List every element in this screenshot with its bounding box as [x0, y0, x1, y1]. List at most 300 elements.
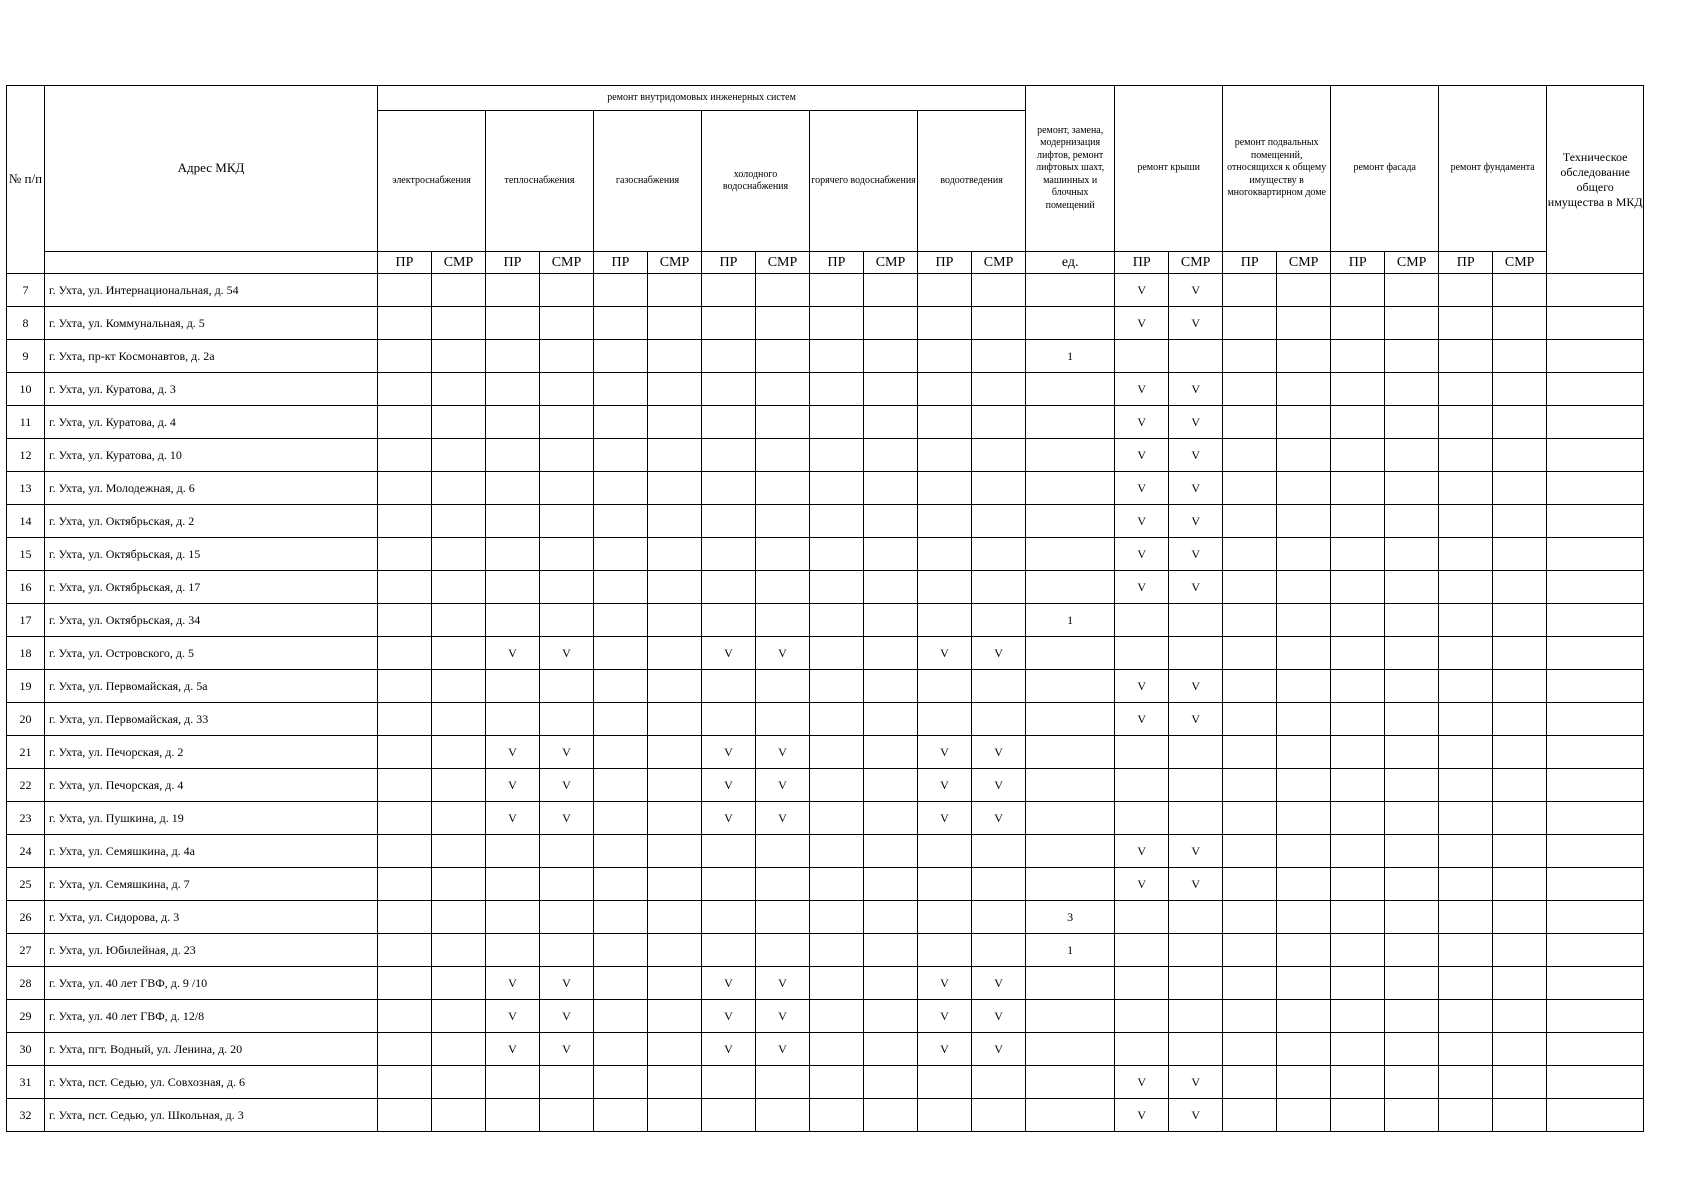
hot-water-smr-cell — [864, 406, 918, 439]
address-cell: г. Ухта, ул. Октябрьская, д. 2 — [45, 505, 378, 538]
smr-label: СМР — [972, 252, 1026, 274]
table-row — [7, 769, 1644, 802]
facade-pr-cell — [1331, 967, 1385, 1000]
gas-pr-cell — [594, 1000, 648, 1033]
basement-pr-cell — [1223, 604, 1277, 637]
basement-smr-cell — [1277, 472, 1331, 505]
roof-pr-cell — [1115, 967, 1169, 1000]
gas-smr-cell — [648, 505, 702, 538]
address-cell: г. Ухта, пст. Седью, ул. Совхозная, д. 6 — [45, 1066, 378, 1099]
address-header: Адрес МКД — [45, 86, 378, 252]
heating-smr-cell — [540, 670, 594, 703]
electricity-pr-cell — [378, 802, 432, 835]
hot-water-smr-cell — [864, 340, 918, 373]
basement-smr-cell — [1277, 406, 1331, 439]
heating-smr-cell — [540, 538, 594, 571]
row-number: 30 — [7, 1033, 45, 1066]
cold-water-smr-cell — [756, 835, 810, 868]
facade-smr-cell — [1385, 373, 1439, 406]
gas-smr-cell — [648, 439, 702, 472]
cold-water-pr-cell: V — [702, 802, 756, 835]
roof-smr-cell: V — [1169, 1066, 1223, 1099]
foundation-smr-cell — [1493, 340, 1547, 373]
gas-smr-cell — [648, 637, 702, 670]
gas-smr-cell — [648, 967, 702, 1000]
heating-pr-cell — [486, 1066, 540, 1099]
basement-smr-cell — [1277, 967, 1331, 1000]
technical-inspection-cell — [1547, 505, 1644, 538]
technical-inspection-cell — [1547, 1099, 1644, 1132]
table-row — [7, 670, 1644, 703]
electricity-smr-cell — [432, 802, 486, 835]
facade-smr-cell — [1385, 868, 1439, 901]
row-number: 14 — [7, 505, 45, 538]
roof-pr-cell — [1115, 637, 1169, 670]
heating-smr-cell — [540, 472, 594, 505]
heating-pr-cell — [486, 868, 540, 901]
heating-pr-cell — [486, 835, 540, 868]
heating-smr-cell: V — [540, 736, 594, 769]
row-number: 16 — [7, 571, 45, 604]
foundation-pr-cell — [1439, 1000, 1493, 1033]
gas-smr-cell — [648, 472, 702, 505]
roof-pr-cell: V — [1115, 1099, 1169, 1132]
technical-inspection-cell — [1547, 1066, 1644, 1099]
heating-pr-cell — [486, 472, 540, 505]
basement-pr-cell — [1223, 769, 1277, 802]
hot-water-pr-cell — [810, 802, 864, 835]
row-number: 24 — [7, 835, 45, 868]
address-cell: г. Ухта, ул. Юбилейная, д. 23 — [45, 934, 378, 967]
heating-smr-cell: V — [540, 769, 594, 802]
table-row — [7, 307, 1644, 340]
drainage-smr-cell: V — [972, 967, 1026, 1000]
row-number: 17 — [7, 604, 45, 637]
heating-pr-cell — [486, 439, 540, 472]
drainage-pr-cell — [918, 472, 972, 505]
basement-smr-cell — [1277, 571, 1331, 604]
foundation-smr-cell — [1493, 769, 1547, 802]
foundation-smr-cell — [1493, 472, 1547, 505]
table-row — [7, 505, 1644, 538]
hot-water-pr-cell — [810, 307, 864, 340]
hot-water-smr-cell — [864, 472, 918, 505]
technical-inspection-cell — [1547, 769, 1644, 802]
drainage-smr-cell: V — [972, 802, 1026, 835]
hot-water-smr-cell — [864, 538, 918, 571]
heating-smr-cell — [540, 868, 594, 901]
heating-smr-cell: V — [540, 967, 594, 1000]
foundation-pr-cell — [1439, 802, 1493, 835]
smr-label: СМР — [1493, 252, 1547, 274]
basement-smr-cell — [1277, 340, 1331, 373]
heating-smr-cell — [540, 1099, 594, 1132]
basement-pr-cell — [1223, 802, 1277, 835]
drainage-smr-cell — [972, 472, 1026, 505]
roof-pr-cell: V — [1115, 835, 1169, 868]
gas-smr-cell — [648, 1000, 702, 1033]
basement-pr-cell — [1223, 472, 1277, 505]
lift-units-cell — [1026, 1099, 1115, 1132]
electricity-smr-cell — [432, 373, 486, 406]
pr-label: ПР — [702, 252, 756, 274]
basement-smr-cell — [1277, 1099, 1331, 1132]
row-number: 27 — [7, 934, 45, 967]
foundation-smr-cell — [1493, 307, 1547, 340]
facade-smr-cell — [1385, 406, 1439, 439]
gas-pr-cell — [594, 472, 648, 505]
hot-water-smr-cell — [864, 274, 918, 307]
roof-smr-cell: V — [1169, 538, 1223, 571]
address-cell: г. Ухта, ул. Первомайская, д. 33 — [45, 703, 378, 736]
foundation-smr-cell — [1493, 373, 1547, 406]
gas-smr-cell — [648, 835, 702, 868]
drainage-smr-cell: V — [972, 1033, 1026, 1066]
drainage-smr-cell — [972, 901, 1026, 934]
foundation-pr-cell — [1439, 934, 1493, 967]
cold-water-pr-cell — [702, 934, 756, 967]
heating-smr-cell — [540, 439, 594, 472]
facade-smr-cell — [1385, 439, 1439, 472]
gas-pr-cell — [594, 505, 648, 538]
electricity-smr-cell — [432, 967, 486, 1000]
facade-smr-cell — [1385, 1099, 1439, 1132]
facade-smr-cell — [1385, 1033, 1439, 1066]
cold-water-pr-cell — [702, 373, 756, 406]
heating-pr-cell — [486, 406, 540, 439]
gas-smr-cell — [648, 538, 702, 571]
facade-pr-cell — [1331, 934, 1385, 967]
table-row — [7, 472, 1644, 505]
cold-water-smr-cell — [756, 868, 810, 901]
drainage-pr-cell — [918, 934, 972, 967]
drainage-smr-cell — [972, 703, 1026, 736]
electricity-smr-cell — [432, 505, 486, 538]
electricity-pr-cell — [378, 736, 432, 769]
hot-water-smr-cell — [864, 1033, 918, 1066]
drainage-smr-cell — [972, 340, 1026, 373]
address-cell: г. Ухта, ул. Коммунальная, д. 5 — [45, 307, 378, 340]
table-row — [7, 1066, 1644, 1099]
cold-water-smr-cell — [756, 538, 810, 571]
electricity-smr-cell — [432, 472, 486, 505]
drainage-pr-cell — [918, 901, 972, 934]
address-cell: г. Ухта, ул. 40 лет ГВФ, д. 12/8 — [45, 1000, 378, 1033]
address-cell: г. Ухта, ул. Островского, д. 5 — [45, 637, 378, 670]
cold-water-smr-cell: V — [756, 769, 810, 802]
facade-smr-cell — [1385, 934, 1439, 967]
table-row — [7, 901, 1644, 934]
gas-pr-cell — [594, 802, 648, 835]
hot-water-smr-cell — [864, 571, 918, 604]
basement-smr-cell — [1277, 604, 1331, 637]
electricity-pr-cell — [378, 472, 432, 505]
technical-inspection-cell — [1547, 901, 1644, 934]
foundation-smr-cell — [1493, 439, 1547, 472]
electricity-pr-cell — [378, 967, 432, 1000]
heating-pr-cell: V — [486, 769, 540, 802]
unit-label: ед. — [1026, 252, 1115, 274]
cold-water-pr-cell — [702, 1066, 756, 1099]
facade-smr-cell — [1385, 571, 1439, 604]
drainage-pr-cell — [918, 406, 972, 439]
technical-inspection-cell — [1547, 538, 1644, 571]
technical-inspection-cell — [1547, 439, 1644, 472]
row-number: 22 — [7, 769, 45, 802]
foundation-smr-cell — [1493, 802, 1547, 835]
gas-smr-cell — [648, 1033, 702, 1066]
drainage-smr-cell — [972, 274, 1026, 307]
address-cell: г. Ухта, пгт. Водный, ул. Ленина, д. 20 — [45, 1033, 378, 1066]
electricity-smr-cell — [432, 439, 486, 472]
table-row — [7, 1099, 1644, 1132]
lift-units-cell — [1026, 1000, 1115, 1033]
lift-units-cell — [1026, 505, 1115, 538]
electricity-pr-cell — [378, 901, 432, 934]
table-row — [7, 967, 1644, 1000]
basement-pr-cell — [1223, 406, 1277, 439]
foundation-smr-cell — [1493, 868, 1547, 901]
hot-water-smr-cell — [864, 670, 918, 703]
electricity-pr-cell — [378, 538, 432, 571]
basement-pr-cell — [1223, 538, 1277, 571]
drainage-smr-cell — [972, 670, 1026, 703]
gas-pr-cell — [594, 340, 648, 373]
electricity-smr-cell — [432, 406, 486, 439]
gas-pr-cell — [594, 604, 648, 637]
roof-smr-cell: V — [1169, 1099, 1223, 1132]
row-number: 28 — [7, 967, 45, 1000]
electricity-smr-cell — [432, 1033, 486, 1066]
technical-inspection-cell — [1547, 472, 1644, 505]
drainage-pr-cell — [918, 604, 972, 637]
cold-water-smr-cell — [756, 472, 810, 505]
gas-pr-cell — [594, 835, 648, 868]
facade-pr-cell — [1331, 901, 1385, 934]
basement-smr-cell — [1277, 373, 1331, 406]
heating-smr-cell — [540, 307, 594, 340]
facade-smr-cell — [1385, 307, 1439, 340]
smr-label: СМР — [756, 252, 810, 274]
electricity-pr-cell — [378, 703, 432, 736]
address-cell: г. Ухта, ул. Печорская, д. 2 — [45, 736, 378, 769]
pr-label: ПР — [1223, 252, 1277, 274]
heating-pr-cell — [486, 901, 540, 934]
cold-water-smr-cell — [756, 505, 810, 538]
drainage-smr-cell — [972, 1099, 1026, 1132]
facade-smr-cell — [1385, 538, 1439, 571]
roof-pr-cell: V — [1115, 274, 1169, 307]
drainage-smr-cell: V — [972, 1000, 1026, 1033]
cold-water-pr-cell: V — [702, 1000, 756, 1033]
basement-smr-cell — [1277, 736, 1331, 769]
foundation-pr-cell — [1439, 901, 1493, 934]
basement-pr-cell — [1223, 1000, 1277, 1033]
hot-water-pr-cell — [810, 934, 864, 967]
foundation-smr-cell — [1493, 274, 1547, 307]
hot-water-pr-cell — [810, 868, 864, 901]
row-number: 11 — [7, 406, 45, 439]
foundation-pr-cell — [1439, 307, 1493, 340]
roof-pr-cell — [1115, 736, 1169, 769]
electricity-smr-cell — [432, 340, 486, 373]
roof-smr-cell — [1169, 1000, 1223, 1033]
roof-pr-cell: V — [1115, 538, 1169, 571]
basement-smr-cell — [1277, 637, 1331, 670]
heating-pr-cell — [486, 703, 540, 736]
hot-water-pr-cell — [810, 835, 864, 868]
heating-smr-cell: V — [540, 1000, 594, 1033]
roof-smr-cell — [1169, 802, 1223, 835]
table-row — [7, 373, 1644, 406]
hot-water-pr-cell — [810, 637, 864, 670]
lift-units-cell — [1026, 868, 1115, 901]
row-number: 9 — [7, 340, 45, 373]
lift-units-cell — [1026, 571, 1115, 604]
facade-pr-cell — [1331, 1000, 1385, 1033]
foundation-smr-cell — [1493, 1099, 1547, 1132]
drainage-pr-cell: V — [918, 967, 972, 1000]
foundation-pr-cell — [1439, 472, 1493, 505]
table-row — [7, 934, 1644, 967]
roof-smr-cell — [1169, 901, 1223, 934]
drainage-smr-cell: V — [972, 637, 1026, 670]
hot-water-pr-cell — [810, 274, 864, 307]
drainage-pr-cell: V — [918, 637, 972, 670]
basement-pr-cell — [1223, 373, 1277, 406]
heating-pr-cell: V — [486, 1033, 540, 1066]
basement-smr-cell — [1277, 1066, 1331, 1099]
table-row — [7, 802, 1644, 835]
table-row — [7, 439, 1644, 472]
lift-units-cell — [1026, 1033, 1115, 1066]
roof-pr-cell — [1115, 769, 1169, 802]
hot-water-smr-cell — [864, 703, 918, 736]
gas-pr-cell — [594, 901, 648, 934]
row-number: 8 — [7, 307, 45, 340]
roof-smr-cell — [1169, 769, 1223, 802]
roof-smr-cell: V — [1169, 670, 1223, 703]
basement-smr-cell — [1277, 868, 1331, 901]
hot-water-pr-cell — [810, 472, 864, 505]
hot-water-smr-cell — [864, 439, 918, 472]
lift-units-cell — [1026, 769, 1115, 802]
lift-units-cell: 1 — [1026, 340, 1115, 373]
drainage-pr-cell — [918, 1066, 972, 1099]
roof-repair-header: ремонт крыши — [1115, 86, 1223, 252]
roof-smr-cell: V — [1169, 406, 1223, 439]
technical-inspection-header: Техническое обследование общего имущества в МКД — [1547, 86, 1644, 274]
basement-smr-cell — [1277, 505, 1331, 538]
gas-smr-cell — [648, 703, 702, 736]
lift-units-cell — [1026, 373, 1115, 406]
hot-water-smr-cell — [864, 934, 918, 967]
electricity-pr-cell — [378, 868, 432, 901]
heating-pr-cell: V — [486, 802, 540, 835]
heating-pr-cell: V — [486, 1000, 540, 1033]
table-row — [7, 1033, 1644, 1066]
hot-water-pr-cell — [810, 439, 864, 472]
foundation-smr-cell — [1493, 934, 1547, 967]
foundation-pr-cell — [1439, 769, 1493, 802]
basement-repair-header: ремонт подвальных помещений, относящихся к общему имуществу в многоквартирном доме — [1223, 86, 1331, 252]
foundation-smr-cell — [1493, 736, 1547, 769]
table-row — [7, 835, 1644, 868]
foundation-pr-cell — [1439, 670, 1493, 703]
cold-water-smr-cell: V — [756, 967, 810, 1000]
roof-smr-cell — [1169, 604, 1223, 637]
gas-pr-cell — [594, 670, 648, 703]
foundation-pr-cell — [1439, 835, 1493, 868]
roof-smr-cell: V — [1169, 274, 1223, 307]
drainage-pr-cell — [918, 538, 972, 571]
drainage-pr-cell — [918, 670, 972, 703]
row-number: 12 — [7, 439, 45, 472]
cold-water-header: холодного водоснабжения — [702, 111, 810, 252]
hot-water-pr-cell — [810, 571, 864, 604]
hot-water-smr-cell — [864, 868, 918, 901]
roof-smr-cell: V — [1169, 703, 1223, 736]
roof-pr-cell — [1115, 604, 1169, 637]
roof-pr-cell: V — [1115, 439, 1169, 472]
hot-water-pr-cell — [810, 967, 864, 1000]
drainage-smr-cell — [972, 934, 1026, 967]
electricity-pr-cell — [378, 571, 432, 604]
electricity-smr-cell — [432, 637, 486, 670]
hot-water-smr-cell — [864, 1000, 918, 1033]
technical-inspection-cell — [1547, 868, 1644, 901]
drainage-smr-cell — [972, 604, 1026, 637]
technical-inspection-cell — [1547, 835, 1644, 868]
hot-water-pr-cell — [810, 505, 864, 538]
drainage-pr-cell — [918, 703, 972, 736]
technical-inspection-cell — [1547, 340, 1644, 373]
roof-smr-cell — [1169, 934, 1223, 967]
basement-smr-cell — [1277, 703, 1331, 736]
basement-pr-cell — [1223, 934, 1277, 967]
technical-inspection-cell — [1547, 736, 1644, 769]
address-subheader-blank — [45, 252, 378, 274]
cold-water-smr-cell — [756, 604, 810, 637]
electricity-pr-cell — [378, 934, 432, 967]
electricity-pr-cell — [378, 1000, 432, 1033]
foundation-pr-cell — [1439, 373, 1493, 406]
heating-pr-cell — [486, 274, 540, 307]
address-cell: г. Ухта, ул. Интернациональная, д. 54 — [45, 274, 378, 307]
facade-pr-cell — [1331, 373, 1385, 406]
row-number-header: № п/п — [7, 86, 45, 274]
heating-pr-cell: V — [486, 967, 540, 1000]
row-number: 13 — [7, 472, 45, 505]
row-number: 32 — [7, 1099, 45, 1132]
gas-pr-cell — [594, 373, 648, 406]
hot-water-pr-cell — [810, 703, 864, 736]
row-number: 23 — [7, 802, 45, 835]
roof-smr-cell — [1169, 1033, 1223, 1066]
gas-smr-cell — [648, 670, 702, 703]
electricity-smr-cell — [432, 901, 486, 934]
heating-smr-cell — [540, 703, 594, 736]
cold-water-pr-cell — [702, 1099, 756, 1132]
drainage-header: водоотведения — [918, 111, 1026, 252]
basement-pr-cell — [1223, 967, 1277, 1000]
foundation-pr-cell — [1439, 736, 1493, 769]
technical-inspection-cell — [1547, 307, 1644, 340]
facade-smr-cell — [1385, 505, 1439, 538]
drainage-smr-cell — [972, 571, 1026, 604]
gas-smr-cell — [648, 769, 702, 802]
cold-water-smr-cell — [756, 439, 810, 472]
